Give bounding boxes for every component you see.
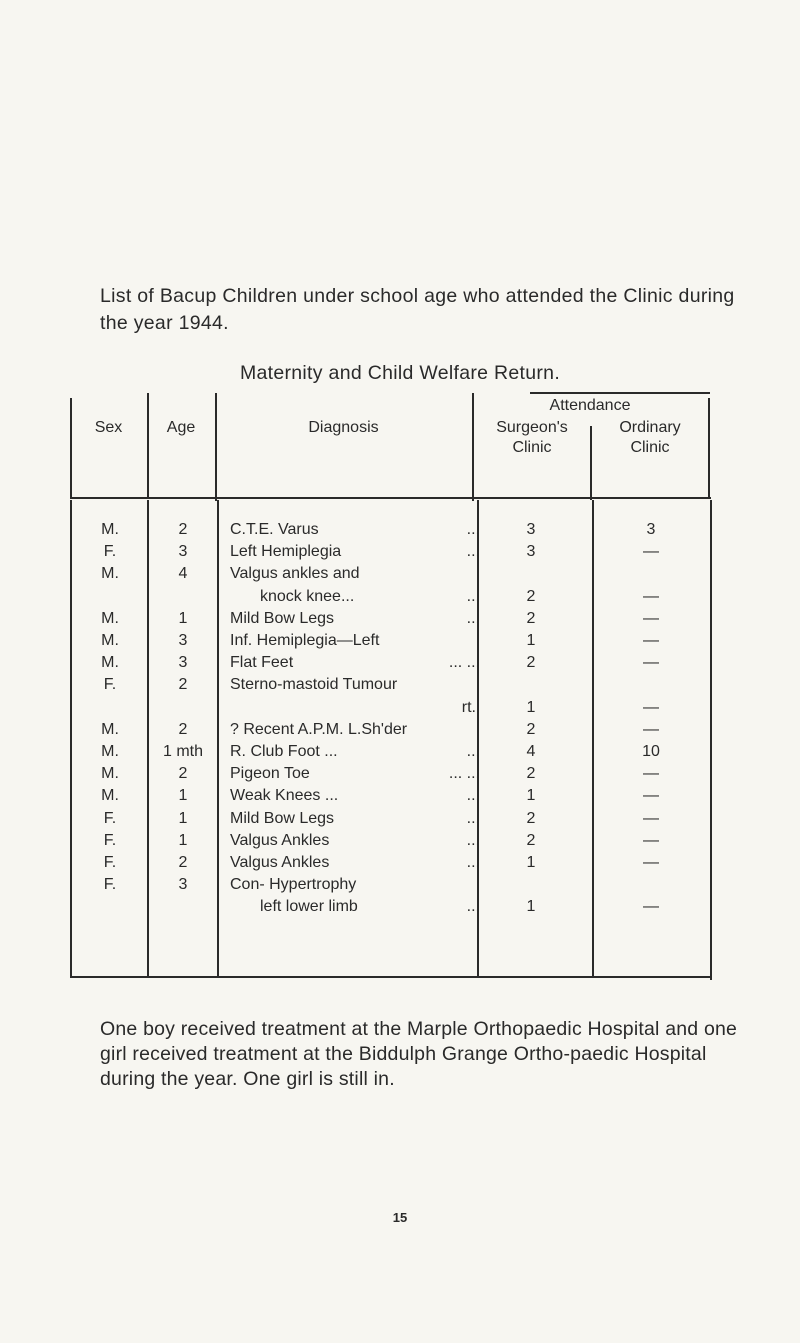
cell-diagnosis <box>230 632 480 650</box>
cell-diagnosis <box>230 654 480 672</box>
cell-sex: M. <box>101 787 119 805</box>
cell-diagnosis <box>230 832 480 850</box>
cell-surgeons-clinic: 2 <box>526 720 536 738</box>
cell-sex: M. <box>101 609 119 627</box>
cell-age: 2 <box>178 676 188 694</box>
cell-surgeons-clinic: 2 <box>526 654 536 672</box>
diagnosis-text: Mild Bow Legs <box>230 609 335 627</box>
leader-dots: ... <box>466 743 480 760</box>
diagnosis-text: knock knee... <box>260 587 355 605</box>
table-rule <box>215 393 217 501</box>
document-subtitle: Maternity and Child Welfare Return. <box>239 362 561 384</box>
header-attendance: Attendance <box>549 397 631 414</box>
page-number: 15 <box>392 1210 408 1225</box>
cell-age: 2 <box>178 521 188 538</box>
diagnosis-text: ? Recent A.P.M. L.Sh'der <box>230 720 408 738</box>
cell-diagnosis-continued <box>230 588 480 606</box>
cell-diagnosis <box>230 676 480 694</box>
cell-sex: F. <box>103 854 117 871</box>
cell-age: 1 mth <box>162 743 203 760</box>
cell-age: 1 <box>178 809 188 827</box>
cell-diagnosis-continued <box>230 898 480 916</box>
diagnosis-text: Weak Knees ... <box>230 787 339 805</box>
cell-age: 1 <box>178 831 188 849</box>
header-sex: Sex <box>94 419 123 436</box>
cell-diagnosis <box>230 876 480 894</box>
diagnosis-text: Con- Hypertrophy <box>230 876 357 894</box>
cell-ordinary-clinic: — <box>643 809 659 827</box>
cell-sex: M. <box>101 565 119 583</box>
leader-dots: ... <box>466 521 480 538</box>
header-ordinary-clinic: Ordinary Clinic <box>619 419 681 456</box>
table-rule <box>147 393 149 498</box>
cell-ordinary-clinic: — <box>643 765 659 783</box>
diagnosis-text: C.T.E. Varus <box>230 521 319 538</box>
cell-surgeons-clinic: 1 <box>526 854 536 871</box>
leader-dots: ... <box>466 854 480 871</box>
diagnosis-text: Sterno-mastoid Tumour <box>230 676 398 694</box>
leader-dots: ... ... <box>448 765 480 783</box>
diagnosis-text: Pigeon Toe <box>230 765 310 783</box>
cell-age: 2 <box>178 720 188 738</box>
cell-surgeons-clinic: 1 <box>526 787 536 805</box>
cell-surgeons-clinic: 2 <box>526 587 536 605</box>
cell-sex: M. <box>101 521 119 538</box>
leader-dots: ... <box>466 809 480 827</box>
leader-dots: ... <box>466 898 480 916</box>
table-rule <box>70 398 72 498</box>
cell-diagnosis <box>230 854 480 872</box>
cell-sex: F. <box>103 876 117 894</box>
cell-diagnosis <box>230 810 480 828</box>
cell-surgeons-clinic: 1 <box>526 698 536 716</box>
table-rule <box>530 392 710 394</box>
cell-ordinary-clinic: — <box>643 587 659 605</box>
cell-surgeons-clinic: 2 <box>526 831 536 849</box>
leader-dots: ... <box>466 587 480 605</box>
cell-sex: F. <box>103 809 117 827</box>
diagnosis-text: rt. <box>461 698 476 716</box>
cell-age: 1 <box>178 609 188 627</box>
cell-ordinary-clinic: — <box>643 698 659 716</box>
cell-sex: M. <box>101 743 119 760</box>
cell-age: 3 <box>178 632 188 649</box>
diagnosis-text: Valgus Ankles <box>230 854 330 871</box>
cell-diagnosis <box>230 565 480 583</box>
cell-sex: M. <box>101 720 119 738</box>
cell-diagnosis <box>230 543 480 561</box>
cell-surgeons-clinic: 1 <box>526 632 536 649</box>
header-diagnosis: Diagnosis <box>308 419 379 436</box>
cell-ordinary-clinic: — <box>643 898 659 916</box>
diagnosis-text: Left Hemiplegia <box>230 543 342 561</box>
footnote: One boy received treatment at the Marple Orthopaedic Hospital and one girl received treatment at the Biddulph Grange Ortho-paedic Hospital during the year. One girl is still in. <box>100 1018 738 1090</box>
leader-dots: ... ... <box>448 654 480 672</box>
cell-sex: M. <box>101 654 119 672</box>
leader-dots: ... <box>466 831 480 849</box>
cell-ordinary-clinic: — <box>643 720 659 738</box>
cell-age: 2 <box>178 765 188 783</box>
cell-surgeons-clinic: 2 <box>526 609 536 627</box>
diagnosis-text: Valgus ankles and <box>230 565 360 583</box>
table-rule <box>217 500 219 978</box>
diagnosis-text: Flat Feet <box>230 654 294 672</box>
cell-surgeons-clinic: 2 <box>526 765 536 783</box>
cell-age: 2 <box>178 854 188 871</box>
cell-ordinary-clinic: — <box>643 632 659 649</box>
diagnosis-text: R. Club Foot ... <box>230 743 338 760</box>
cell-age: 4 <box>178 565 188 583</box>
cell-diagnosis <box>230 743 480 761</box>
leader-dots: ... <box>466 787 480 805</box>
header-surgeons-clinic: Surgeon's Clinic <box>496 419 568 456</box>
diagnosis-text: Inf. Hemiplegia—Left <box>230 632 380 649</box>
cell-sex: M. <box>101 632 119 649</box>
cell-surgeons-clinic: 3 <box>526 543 536 561</box>
cell-surgeons-clinic: 2 <box>526 809 536 827</box>
cell-sex: M. <box>101 765 119 783</box>
cell-sex: F. <box>103 676 117 694</box>
cell-surgeons-clinic: 1 <box>526 898 536 916</box>
cell-ordinary-clinic: — <box>643 831 659 849</box>
table-rule <box>70 497 711 499</box>
cell-diagnosis <box>230 721 480 739</box>
cell-diagnosis <box>230 521 480 539</box>
cell-age: 3 <box>178 876 188 894</box>
cell-age: 1 <box>178 787 188 805</box>
cell-ordinary-clinic: — <box>643 854 659 871</box>
table-rule <box>708 398 710 498</box>
cell-ordinary-clinic: — <box>643 543 659 561</box>
diagnosis-text: Mild Bow Legs <box>230 809 335 827</box>
cell-diagnosis <box>230 610 480 628</box>
cell-ordinary-clinic: 10 <box>642 743 660 760</box>
attendance-table <box>70 388 712 988</box>
diagnosis-text: Valgus Ankles <box>230 831 330 849</box>
table-rule <box>590 426 592 500</box>
cell-ordinary-clinic: 3 <box>646 521 656 538</box>
cell-diagnosis <box>230 765 480 783</box>
cell-age: 3 <box>178 654 188 672</box>
diagnosis-text: left lower limb <box>260 898 358 916</box>
cell-age: 3 <box>178 543 188 561</box>
cell-diagnosis <box>230 787 480 805</box>
table-rule <box>70 976 712 978</box>
cell-ordinary-clinic: — <box>643 654 659 672</box>
leader-dots: ... <box>466 543 480 561</box>
cell-ordinary-clinic: — <box>643 787 659 805</box>
header-age: Age <box>166 419 196 436</box>
cell-surgeons-clinic: 4 <box>526 743 536 760</box>
leader-dots: ... <box>466 609 480 627</box>
cell-ordinary-clinic: — <box>643 609 659 627</box>
cell-sex: F. <box>103 831 117 849</box>
cell-sex: F. <box>103 543 117 561</box>
document-title: List of Bacup Children under school age who attended the Clinic during the year 1944. <box>100 285 735 334</box>
cell-surgeons-clinic: 3 <box>526 521 536 538</box>
